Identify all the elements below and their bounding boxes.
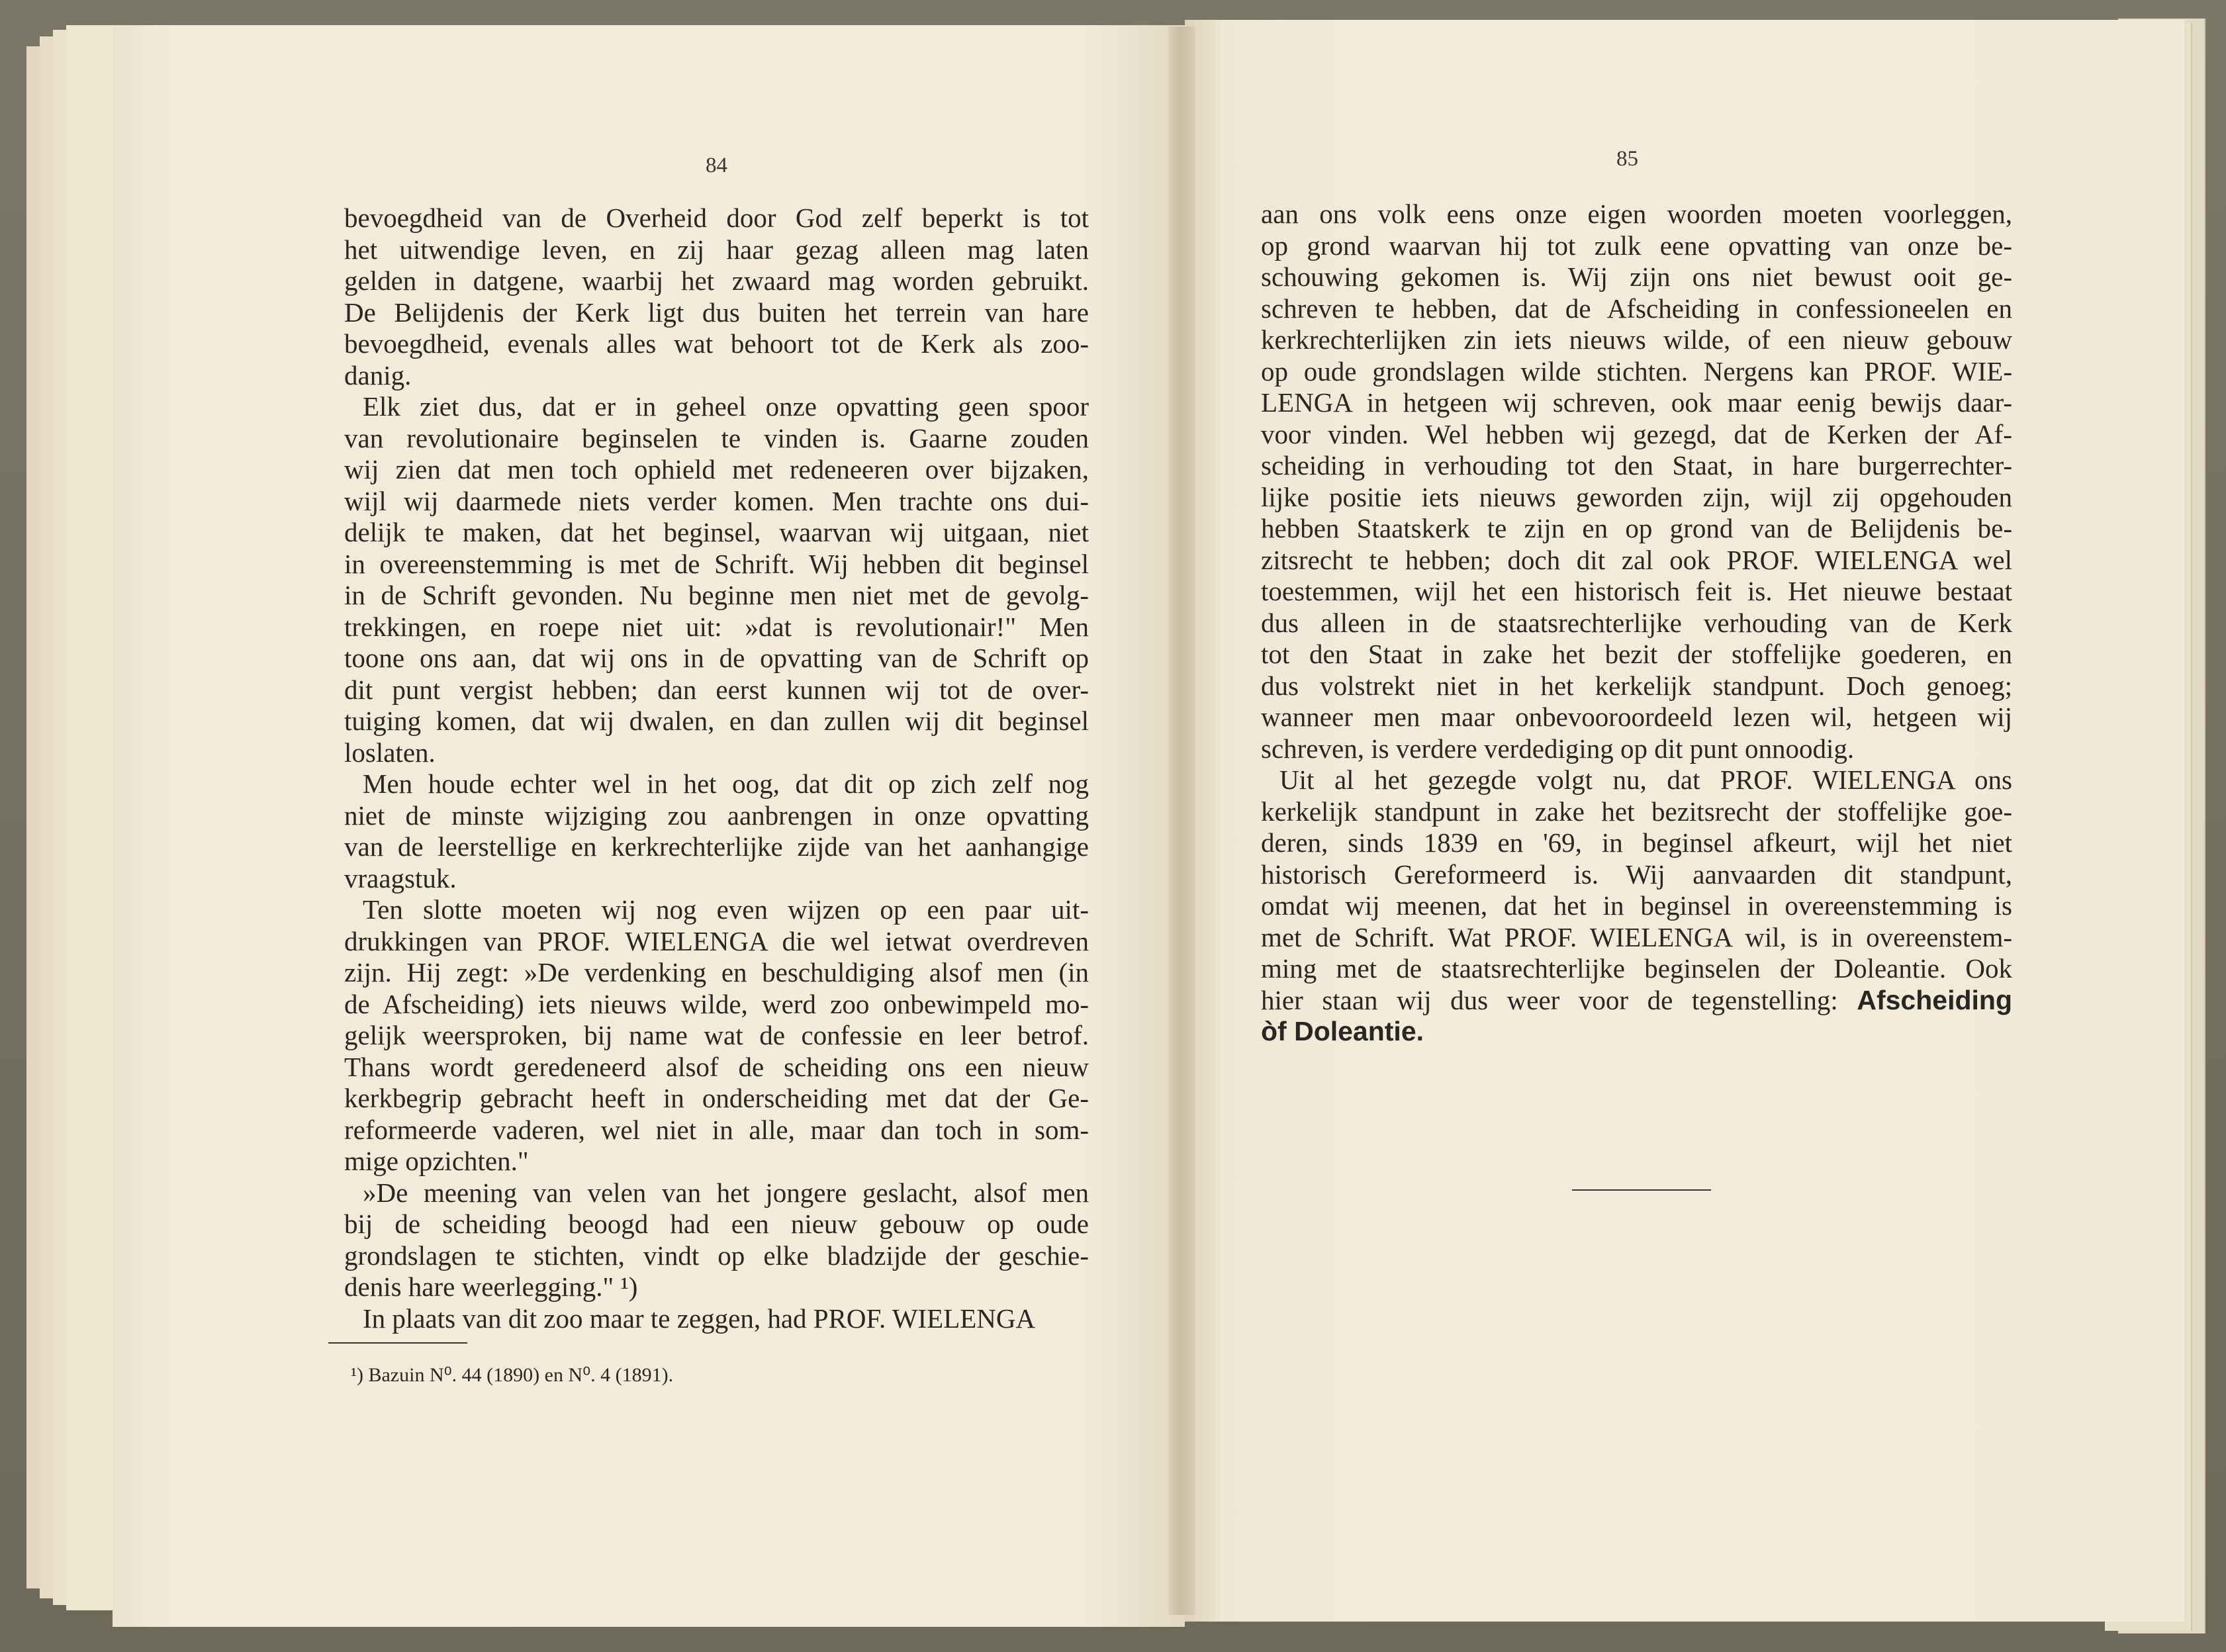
text-line: zitsrecht te hebben; doch dit zal ook PROF. WIELENGA wel (1261, 544, 2012, 575)
text-line: òf Doleantie. (1261, 1016, 1424, 1046)
text-line: aan ons volk eens onze eigen woorden moeten voorleggen, (1261, 199, 2012, 229)
text-line: van de leerstellige en kerkrechterlijke zijde van het aanhangige (344, 831, 1089, 862)
text-line: kerkrechterlijken zin iets nieuws wilde, of een nieuw gebouw (1261, 324, 2012, 355)
text-line: in de Schrift gevonden. Nu beginne men niet met de gevolg- (344, 580, 1089, 610)
text-line: gelden in datgene, waarbij het zwaard mag worden gebruikt. (344, 265, 1089, 296)
text-line: schouwing gekomen is. Wij zijn ons niet bewust ooit ge- (1261, 261, 2012, 292)
text-line: Uit al het gezegde volgt nu, dat PROF. WIELENGA ons (1279, 764, 2012, 795)
text-line: toestemmen, wijl het een historisch feit is. Het nieuwe bestaat (1261, 576, 2012, 606)
text-line: de Afscheiding) iets nieuws wilde, werd zoo onbewimpeld mo- (344, 988, 1089, 1019)
text-line: grondslagen te stichten, vindt op elke bladzijde der geschie- (344, 1240, 1089, 1271)
text-line: scheiding in verhouding tot den Staat, in hare burgerrechter- (1261, 450, 2012, 481)
text-line: LENGA in hetgeen wij schreven, ook maar eenig bewijs daar- (1261, 387, 2012, 418)
text-line: Thans wordt geredeneerd alsof de scheiding ons een nieuw (344, 1051, 1089, 1082)
text-line: dit punt vergist hebben; dan eerst kunnen wij tot de over- (344, 674, 1089, 705)
text-line: wanneer men maar onbevooroordeeld lezen wil, hetgeen wij (1261, 702, 2012, 732)
text-line: omdat wij meenen, dat het in beginsel in overeenstemming is (1261, 890, 2012, 921)
footnote-rule (328, 1342, 467, 1344)
text-line: trekkingen, en roepe niet uit: »dat is revolutionair!" Men (344, 611, 1089, 642)
text-line: dus volstrekt niet in het kerkelijk standpunt. Doch genoeg; (1261, 670, 2012, 701)
text-line: wijl wij daarmede niets verder komen. Men trachte ons dui- (344, 485, 1089, 516)
text-line: op oude grondslagen wilde stichten. Nergens kan PROF. WIE- (1261, 355, 2012, 387)
text-line: kerkelijk standpunt in zake het bezitsrecht der stoffelijke goe- (1261, 796, 2012, 827)
text-line: hebben Staatskerk te zijn en op grond van de Belijdenis be- (1261, 513, 2012, 543)
text-line: voor vinden. Wel hebben wij gezegd, dat de Kerken der Af- (1261, 418, 2012, 449)
text-line: schreven te hebben, dat de Afscheiding in confessioneelen en (1261, 293, 2012, 324)
text-line: ming met de staatsrechterlijke beginselen der Doleantie. Ook (1261, 953, 2012, 984)
text-line: De Belijdenis der Kerk ligt dus buiten het terrein van hare (344, 297, 1089, 328)
text-line: mige opzichten." (344, 1146, 529, 1176)
page-number-right: 85 (1616, 147, 1638, 171)
text-line: gelijk weersproken, bij name wat de confessie en leer betrof. (344, 1020, 1089, 1050)
left-page-body (344, 203, 1089, 1334)
end-rule (1572, 1189, 1711, 1191)
text-line: het uitwendige leven, en zij haar gezag alleen mag laten (344, 234, 1089, 265)
text-line: tuiging komen, dat wij dwalen, en dan zullen wij dit beginsel (344, 706, 1089, 736)
text-line: vraagstuk. (344, 862, 457, 894)
text-line: denis hare weerlegging." ¹) (344, 1271, 638, 1302)
footnote: ¹) Bazuin N⁰. 44 (1890) en N⁰. 4 (1891). (351, 1364, 674, 1386)
text-line: in overeenstemming is met de Schrift. Wij hebben dit beginsel (344, 548, 1089, 579)
text-line: op grond waarvan hij tot zulk eene opvatting van onze be- (1261, 230, 2012, 261)
text-line: danig. (344, 359, 412, 390)
text-line: tot den Staat in zake het bezit der stoffelijke goederen, en (1261, 639, 2012, 669)
text-line: niet de minste wijziging zou aanbrengen in onze opvatting (344, 800, 1089, 831)
text-line: In plaats van dit zoo maar te zeggen, had PROF. WIELENGA (363, 1303, 1036, 1334)
text-line: delijk te maken, dat het beginsel, waarvan wij uitgaan, niet (344, 517, 1089, 547)
text-line: drukkingen van PROF. WIELENGA die wel ietwat overdreven (344, 925, 1089, 956)
text-line: bevoegdheid, evenals alles wat behoort tot de Kerk als zoo- (344, 328, 1089, 359)
book-gutter (1168, 26, 1195, 1615)
text-line: wij zien dat men toch ophield met redeneeren over bijzaken, (344, 454, 1089, 484)
text-line: bevoegdheid van de Overheid door God zelf beperkt is tot (344, 203, 1089, 233)
text-line: van revolutionaire beginselen te vinden is. Gaarne zouden (344, 422, 1089, 453)
text-line: zijn. Hij zegt: »De verdenking en beschuldiging alsof men (in (344, 957, 1089, 987)
text-line: kerkbegrip gebracht heeft in onderscheiding met dat der Ge- (344, 1083, 1089, 1113)
text-line: Ten slotte moeten wij nog even wijzen op een paar uit- (363, 894, 1089, 925)
text-line: reformeerde vaderen, wel niet in alle, maar dan toch in som- (344, 1114, 1089, 1145)
right-page-body (1261, 199, 2012, 1048)
text-line: deren, sinds 1839 en '69, in beginsel afkeurt, wijl het niet (1261, 827, 2012, 858)
page-number-left: 84 (706, 154, 727, 177)
text-line: schreven, is verdere verdediging op dit punt onnoodig. (1261, 733, 1855, 764)
text-line: Elk ziet dus, dat er in geheel onze opvatting geen spoor (363, 391, 1089, 422)
text-line: dus alleen in de staatsrechterlijke verhouding van de Kerk (1261, 607, 2012, 638)
text-line: historisch Gereformeerd is. Wij aanvaarden dit standpunt, (1261, 858, 2012, 890)
text-line: »De meening van velen van het jongere geslacht, alsof men (363, 1177, 1089, 1208)
text-line: loslaten. (344, 737, 436, 768)
text-line: toone ons aan, dat wij ons in de opvatting van de Schrift op (344, 643, 1089, 673)
text-line: hier staan wij dus weer voor de tegenstelling: Afscheiding (1261, 984, 2012, 1015)
text-line: bij de scheiding beoogd had een nieuw gebouw op oude (344, 1209, 1089, 1239)
text-line: Men houde echter wel in het oog, dat dit op zich zelf nog (363, 768, 1089, 799)
text-line: lijke positie iets nieuws geworden zijn, wijl zij opgehouden (1261, 481, 2012, 512)
text-line: met de Schrift. Wat PROF. WIELENGA wil, is in overeenstem- (1261, 921, 2012, 952)
